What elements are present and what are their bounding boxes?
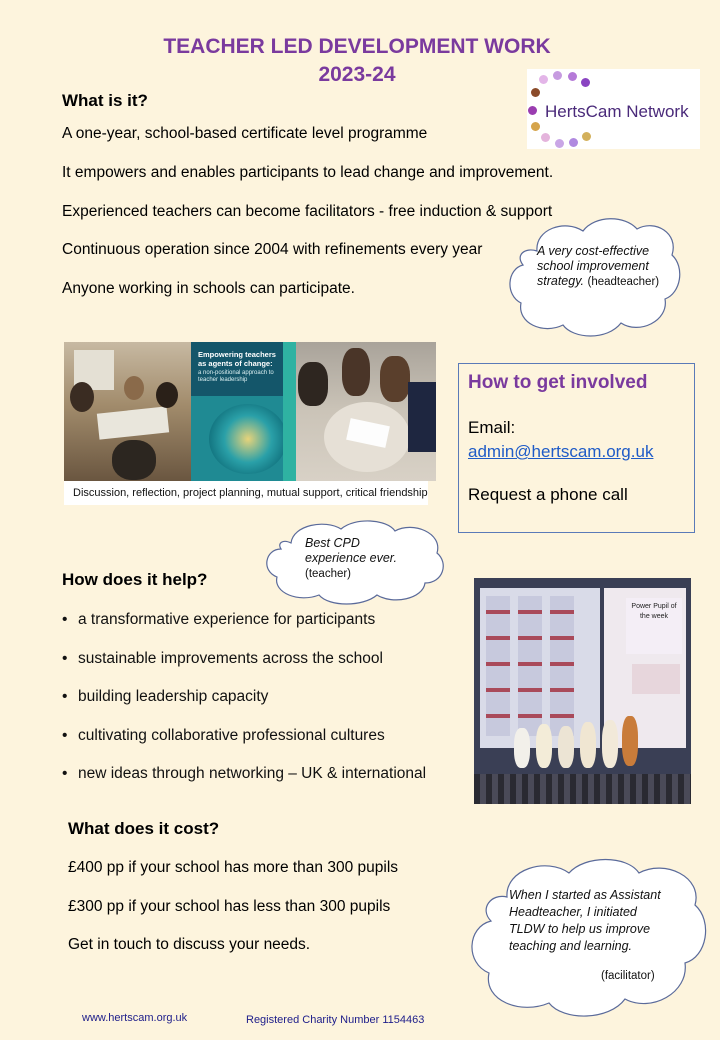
help-bullet: • cultivating collaborative professional cultures	[62, 727, 385, 744]
quote-facilitator-text: When I started as Assistant Headteacher, I initiated TLDW to help us improve teaching and learning.	[509, 888, 661, 953]
help-bullet: • sustainable improvements across the school	[62, 650, 383, 667]
quote-facilitator-source: (facilitator)	[601, 970, 655, 982]
cost-line: Get in touch to discuss your needs.	[68, 936, 311, 953]
book-subtitle: a non-positional approach to teacher leadership	[198, 370, 274, 383]
display-board-label: Power Pupil of the week	[626, 598, 682, 654]
what-line: It empowers and enables participants to lead change and improvement.	[62, 164, 554, 181]
what-line: Continuous operation since 2004 with refinements every year	[62, 241, 483, 258]
help-bullet: • building leadership capacity	[62, 688, 269, 705]
quote-headteacher-source: (headteacher)	[587, 276, 660, 288]
photo-caption: Discussion, reflection, project planning, mutual support, critical friendship	[64, 481, 428, 505]
help-bullet: • new ideas through networking – UK & international	[62, 765, 427, 782]
cost-heading: What does it cost?	[68, 819, 220, 838]
what-heading: What is it?	[62, 91, 148, 110]
workshop-photo-1	[64, 342, 191, 481]
help-heading: How does it help?	[62, 570, 208, 589]
page-year: 2023-24	[318, 63, 396, 86]
workshop-photo-2	[296, 342, 436, 481]
quote-headteacher-text: A very cost-effective school improvement strategy.	[537, 244, 650, 288]
email-link[interactable]: admin@hertscam.org.uk	[468, 442, 654, 461]
book-cover-photo	[191, 342, 296, 481]
quote-teacher-text: Best CPD experience ever.	[305, 536, 397, 565]
what-line: Anyone working in schools can participate.	[62, 280, 355, 297]
footer-charity-number: Registered Charity Number 1154463	[246, 1014, 425, 1026]
cost-line: £400 pp if your school has more than 300 pupils	[68, 859, 399, 876]
quote-teacher-source: (teacher)	[305, 568, 352, 580]
quote-cloud-facilitator	[467, 853, 711, 1023]
phone-call-text: Request a phone call	[468, 485, 628, 504]
book-title: Empowering teachers as agents of change:	[198, 350, 276, 368]
cost-line: £300 pp if your school has less than 300 pupils	[68, 898, 391, 915]
page-title: TEACHER LED DEVELOPMENT WORK	[163, 35, 551, 58]
get-involved-box	[458, 363, 695, 533]
what-line: Experienced teachers can become facilitators - free induction & support	[62, 203, 553, 220]
footer-website[interactable]: www.hertscam.org.uk	[82, 1012, 188, 1024]
email-label: Email:	[468, 418, 516, 437]
hertscam-logo	[527, 69, 700, 149]
logo-text: HertsCam Network	[545, 102, 689, 121]
quote-cloud-teacher	[263, 519, 447, 605]
what-line: A one-year, school-based certificate level programme	[62, 125, 428, 142]
help-bullet: • a transformative experience for participants	[62, 611, 376, 628]
display-board-photo	[474, 578, 691, 804]
quote-cloud-headteacher	[507, 213, 683, 341]
involve-heading: How to get involved	[468, 372, 648, 393]
